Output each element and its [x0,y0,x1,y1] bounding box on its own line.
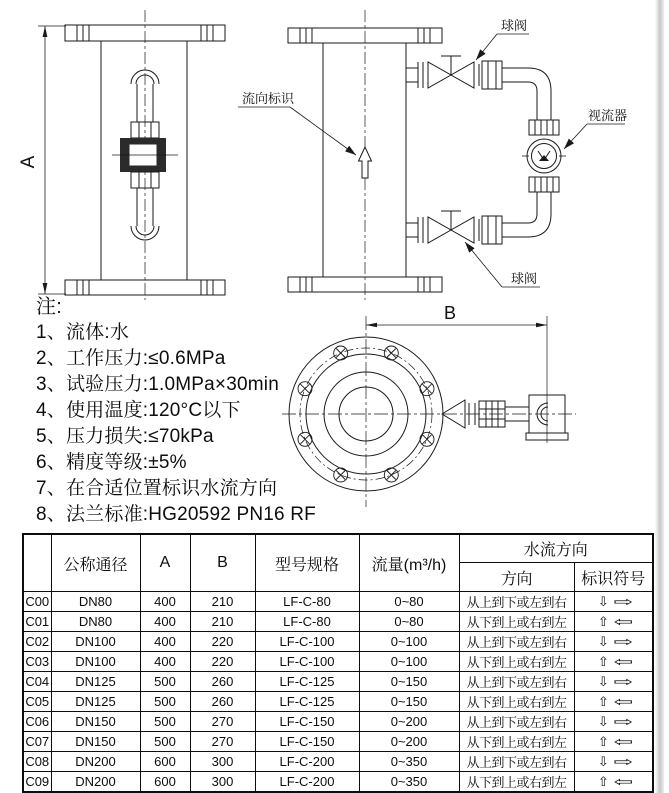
sight-glass-label: 视流器 [588,108,628,123]
cell-dn: DN80 [51,592,140,612]
bolt-hole [420,432,434,446]
cell-symbol [574,632,653,652]
cell-direction: 从上到下或左到右 [459,712,574,732]
cell-flow: 0~80 [359,612,459,632]
spec-table [22,533,654,793]
horizontal-arrow-icon: ⇨ [613,753,634,769]
cell-b: 220 [190,652,255,672]
front-view-drawing [20,10,240,300]
cell-symbol [574,652,653,672]
note-item: 3、试验压力:1.0MPa×30min [36,374,279,395]
header-code [23,534,51,592]
note-item: 6、精度等级:±5% [36,452,187,473]
cell-dn: DN100 [51,652,140,672]
cell-b: 260 [190,672,255,692]
vertical-arrow-icon: ⇧ [597,693,609,709]
cell-b: 220 [190,632,255,652]
vertical-arrow-icon: ⇧ [597,653,609,669]
note-item: 1、流体:水 [36,322,130,343]
cell-model: LF-C-100 [255,652,359,672]
cell-b: 210 [190,592,255,612]
note-item: 5、压力损失:≤70kPa [36,426,214,447]
horizontal-arrow-icon: ⇦ [613,613,634,629]
cell-a: 400 [140,632,190,652]
cell-model: LF-C-80 [255,592,359,612]
horizontal-arrow-icon: ⇦ [613,773,634,789]
cell-a: 500 [140,692,190,712]
notes-list [36,320,366,528]
cell-direction: 从上到下或左到右 [459,632,574,652]
cell-b: 260 [190,692,255,712]
cell-flow: 0~200 [359,732,459,752]
cell-symbol [574,712,653,732]
cell-a: 600 [140,752,190,772]
cell-code: C09 [23,772,51,793]
spec-table-body [23,592,653,793]
cell-symbol [574,752,653,772]
table-row [23,592,653,612]
bolt-hole [420,382,434,396]
cell-code: C03 [23,652,51,672]
vertical-arrow-icon: ⇧ [597,733,609,749]
cell-flow: 0~80 [359,592,459,612]
horizontal-arrow-icon: ⇨ [613,633,634,649]
ball-valve-top [428,62,451,88]
horizontal-arrow-icon: ⇦ [613,733,634,749]
header-dn: 公称通径 [51,534,140,592]
table-row [23,752,653,772]
cell-model: LF-C-125 [255,672,359,692]
union-fitting [482,216,502,244]
cell-direction: 从上到下或左到右 [459,752,574,772]
threaded-fitting [529,177,559,192]
cell-code: C08 [23,752,51,772]
cell-dn: DN125 [51,672,140,692]
table-row [23,632,653,652]
cell-a: 600 [140,772,190,793]
vertical-arrow-icon: ⇩ [597,633,609,649]
note-item: 4、使用温度:120°C以下 [36,400,241,421]
vertical-arrow-icon: ⇧ [597,773,609,789]
cell-model: LF-C-150 [255,712,359,732]
cell-flow: 0~200 [359,712,459,732]
cell-dn: DN200 [51,752,140,772]
flow-direction-arrow [359,147,372,178]
side-view-drawing [230,10,669,300]
cell-flow: 0~350 [359,752,459,772]
table-row [23,652,653,672]
cell-dn: DN150 [51,732,140,752]
cell-direction: 从下到上或右到左 [459,732,574,752]
ball-valve-bottom [428,217,451,243]
cell-flow: 0~100 [359,652,459,672]
cell-direction: 从下到上或右到左 [459,612,574,632]
cell-flow: 0~150 [359,692,459,712]
ball-valve-bottom-label: 球阀 [511,271,538,286]
cell-model: LF-C-125 [255,692,359,712]
vertical-arrow-icon: ⇧ [597,613,609,629]
vertical-arrow-icon: ⇩ [597,593,609,609]
dim-b-label: B [443,303,457,323]
cell-symbol [574,772,653,793]
cell-dn: DN80 [51,612,140,632]
cell-model: LF-C-150 [255,732,359,752]
cell-a: 500 [140,672,190,692]
scan-edge-shadow [655,0,664,793]
vertical-arrow-icon: ⇩ [597,753,609,769]
vertical-arrow-icon: ⇩ [597,713,609,729]
cell-flow: 0~100 [359,632,459,652]
cell-direction: 从上到下或左到右 [459,592,574,612]
cell-direction: 从下到上或右到左 [459,652,574,672]
cell-dn: DN125 [51,692,140,712]
cell-direction: 从上到下或左到右 [459,672,574,692]
header-model: 型号规格 [255,534,359,592]
cell-symbol [574,732,653,752]
cell-direction: 从下到上或右到左 [459,692,574,712]
cell-code: C07 [23,732,51,752]
notes-block [36,294,366,528]
union-fitting [482,61,502,89]
cell-b: 300 [190,752,255,772]
cell-model: LF-C-80 [255,612,359,632]
cell-a: 400 [140,592,190,612]
cell-flow: 0~150 [359,672,459,692]
threaded-fitting [529,120,559,135]
cell-code: C06 [23,712,51,732]
note-item: 7、在合适位置标识水流方向 [36,478,278,499]
cell-a: 500 [140,732,190,752]
cell-a: 500 [140,712,190,732]
table-row [23,612,653,632]
cell-dn: DN200 [51,772,140,793]
bolt-hole [384,346,398,360]
cell-code: C02 [23,632,51,652]
horizontal-arrow-icon: ⇨ [613,713,634,729]
cell-code: C05 [23,692,51,712]
notes-title: 注: [36,296,62,318]
cell-model: LF-C-100 [255,632,359,652]
cell-b: 270 [190,712,255,732]
dim-a-label: A [18,155,39,169]
table-row [23,772,653,793]
table-row [23,732,653,752]
cell-symbol [574,692,653,712]
cell-b: 210 [190,612,255,632]
horizontal-arrow-icon: ⇨ [613,673,634,689]
note-item: 2、工作压力:≤0.6MPa [36,348,226,369]
cell-symbol [574,612,653,632]
cell-a: 400 [140,652,190,672]
header-direction: 方向 [459,563,574,592]
cell-dn: DN150 [51,712,140,732]
header-water-direction: 水流方向 [459,534,653,563]
cell-symbol [574,592,653,612]
cell-code: C01 [23,612,51,632]
horizontal-arrow-icon: ⇦ [613,693,634,709]
header-symbol: 标识符号 [574,563,653,592]
horizontal-arrow-icon: ⇨ [613,593,634,609]
vertical-arrow-icon: ⇩ [597,673,609,689]
cell-model: LF-C-200 [255,752,359,772]
cell-code: C00 [23,592,51,612]
cell-b: 270 [190,732,255,752]
ball-valve-top-label: 球阀 [501,18,528,33]
header-flow: 流量(m³/h) [359,534,459,592]
table-row [23,672,653,692]
cell-model: LF-C-200 [255,772,359,793]
header-b: B [190,534,255,592]
bolt-hole [384,468,398,482]
cell-symbol [574,672,653,692]
cell-dn: DN100 [51,632,140,652]
cell-direction: 从下到上或右到左 [459,772,574,793]
table-row [23,692,653,712]
note-item: 8、法兰标准:HG20592 PN16 RF [36,504,316,525]
cell-flow: 0~350 [359,772,459,793]
cell-b: 300 [190,772,255,793]
cell-code: C04 [23,672,51,692]
flow-marker-label: 流向标识 [242,91,295,106]
cell-a: 400 [140,612,190,632]
table-row [23,712,653,732]
horizontal-arrow-icon: ⇦ [613,653,634,669]
header-a: A [140,534,190,592]
